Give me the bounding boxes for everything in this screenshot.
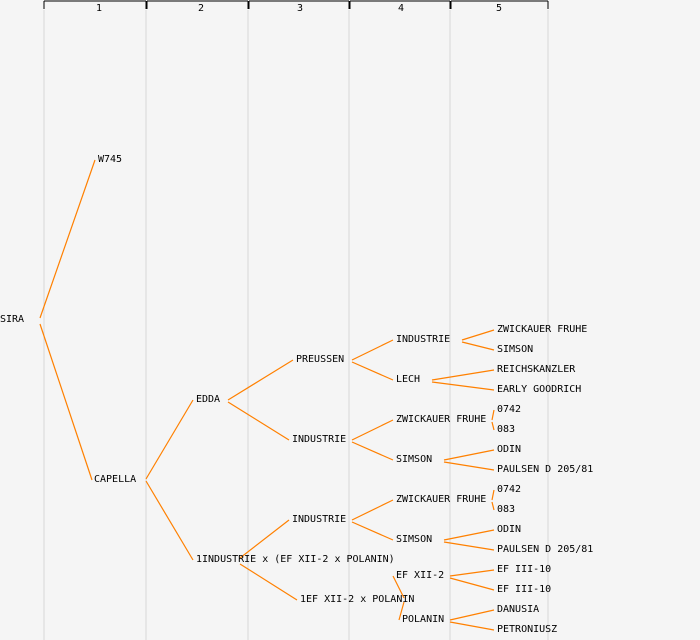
pedigree-node-g5d[interactable]: EARLY GOODRICH xyxy=(497,384,582,395)
pedigree-edge-g4h-to-g5p xyxy=(450,622,494,630)
pedigree-edge-g4f-to-g5k xyxy=(444,530,494,540)
pedigree-node-g5m[interactable]: EF III-10 xyxy=(497,564,552,575)
pedigree-node-g5k[interactable]: ODIN xyxy=(497,524,522,535)
pedigree-node-g4g[interactable]: EF XII-2 xyxy=(396,570,445,581)
pedigree-node-g1b[interactable]: CAPELLA xyxy=(94,474,137,485)
pedigree-node-g5i[interactable]: 0742 xyxy=(497,484,522,495)
pedigree-edge-g2b-to-g3d xyxy=(240,564,297,600)
pedigree-edge-g4c-to-g5e xyxy=(492,410,494,420)
pedigree-node-g3a[interactable]: PREUSSEN xyxy=(296,354,345,365)
generation-header-labels xyxy=(96,3,502,14)
pedigree-edge-g4g-to-g5n xyxy=(450,578,494,590)
pedigree-node-g5g[interactable]: ODIN xyxy=(497,444,522,455)
pedigree-node-g5l[interactable]: PAULSEN D 205/81 xyxy=(497,544,594,555)
pedigree-node-g5h[interactable]: PAULSEN D 205/81 xyxy=(497,464,594,475)
pedigree-edge-g4d-to-g5g xyxy=(444,450,494,460)
pedigree-node-g5a[interactable]: ZWICKAUER FRUHE xyxy=(497,324,588,335)
pedigree-edge-g3c-to-g4e xyxy=(352,500,393,520)
nodes-group xyxy=(0,154,593,635)
pedigree-edge-g3a-to-g4b xyxy=(352,362,393,380)
pedigree-node-g2a[interactable]: EDDA xyxy=(196,394,221,405)
pedigree-node-g5o[interactable]: DANUSIA xyxy=(497,604,540,615)
pedigree-edge-g2a-to-g3b xyxy=(228,402,289,440)
pedigree-node-g4e[interactable]: ZWICKAUER FRUHE xyxy=(396,494,487,505)
generation-header-label-1: 1 xyxy=(95,3,103,14)
pedigree-edge-g4g-to-g5m xyxy=(450,570,494,576)
generation-header-label-2: 2 xyxy=(197,3,205,14)
pedigree-edge-g3b-to-g4c xyxy=(352,420,393,440)
generation-header-label-4: 4 xyxy=(397,3,405,14)
pedigree-edge-g4h-to-g5o xyxy=(450,610,494,620)
pedigree-node-g5p[interactable]: PETRONIUSZ xyxy=(497,624,558,635)
pedigree-node-g1a[interactable]: W745 xyxy=(98,154,123,165)
pedigree-edge-root-to-g1a xyxy=(40,160,95,318)
pedigree-node-g5n[interactable]: EF III-10 xyxy=(497,584,552,595)
pedigree-node-g5f[interactable]: 083 xyxy=(497,424,516,435)
pedigree-node-g5j[interactable]: 083 xyxy=(497,504,516,515)
pedigree-edge-g4e-to-g5j xyxy=(492,502,494,510)
pedigree-edge-g2b-to-g3c xyxy=(240,520,289,558)
pedigree-node-g4c[interactable]: ZWICKAUER FRUHE xyxy=(396,414,487,425)
pedigree-node-g5b[interactable]: SIMSON xyxy=(497,344,534,355)
pedigree-edge-g4a-to-g5a xyxy=(462,330,494,340)
pedigree-edge-g3c-to-g4f xyxy=(352,522,393,540)
pedigree-edge-g4f-to-g5l xyxy=(444,542,494,550)
pedigree-edge-g1b-to-g2b xyxy=(146,481,193,560)
pedigree-node-g5e[interactable]: 0742 xyxy=(497,404,522,415)
pedigree-node-g4b[interactable]: LECH xyxy=(396,374,421,385)
pedigree-node-g3b[interactable]: INDUSTRIE xyxy=(292,434,347,445)
pedigree-node-g5c[interactable]: REICHSKANZLER xyxy=(497,364,576,375)
pedigree-edge-g4b-to-g5d xyxy=(432,382,494,390)
pedigree-edge-g4b-to-g5c xyxy=(432,370,494,380)
pedigree-edge-g4d-to-g5h xyxy=(444,462,494,470)
pedigree-node-g4h[interactable]: POLANIN xyxy=(402,614,445,625)
pedigree-node-g2b[interactable]: 1INDUSTRIE x (EF XII-2 x POLANIN) xyxy=(196,554,395,565)
pedigree-node-g4f[interactable]: SIMSON xyxy=(396,534,433,545)
pedigree-node-g4a[interactable]: INDUSTRIE xyxy=(396,334,451,345)
pedigree-node-g3d[interactable]: 1EF XII-2 x POLANIN xyxy=(300,594,415,605)
pedigree-edge-g4c-to-g5f xyxy=(492,422,494,430)
column-rules-group xyxy=(44,10,548,640)
pedigree-edge-g4a-to-g5b xyxy=(462,342,494,350)
pedigree-edge-g3a-to-g4a xyxy=(352,340,393,360)
pedigree-node-g4d[interactable]: SIMSON xyxy=(396,454,433,465)
pedigree-node-g3c[interactable]: INDUSTRIE xyxy=(292,514,347,525)
pedigree-node-root[interactable]: SIRA xyxy=(0,314,25,325)
pedigree-edge-g1b-to-g2a xyxy=(146,400,193,479)
pedigree-edge-g4e-to-g5i xyxy=(492,490,494,500)
generation-header-label-3: 3 xyxy=(296,3,304,14)
generation-header-label-5: 5 xyxy=(495,3,503,14)
pedigree-edge-g2a-to-g3a xyxy=(228,360,293,400)
pedigree-edge-root-to-g1b xyxy=(40,324,92,480)
pedigree-edge-g3b-to-g4d xyxy=(352,442,393,460)
